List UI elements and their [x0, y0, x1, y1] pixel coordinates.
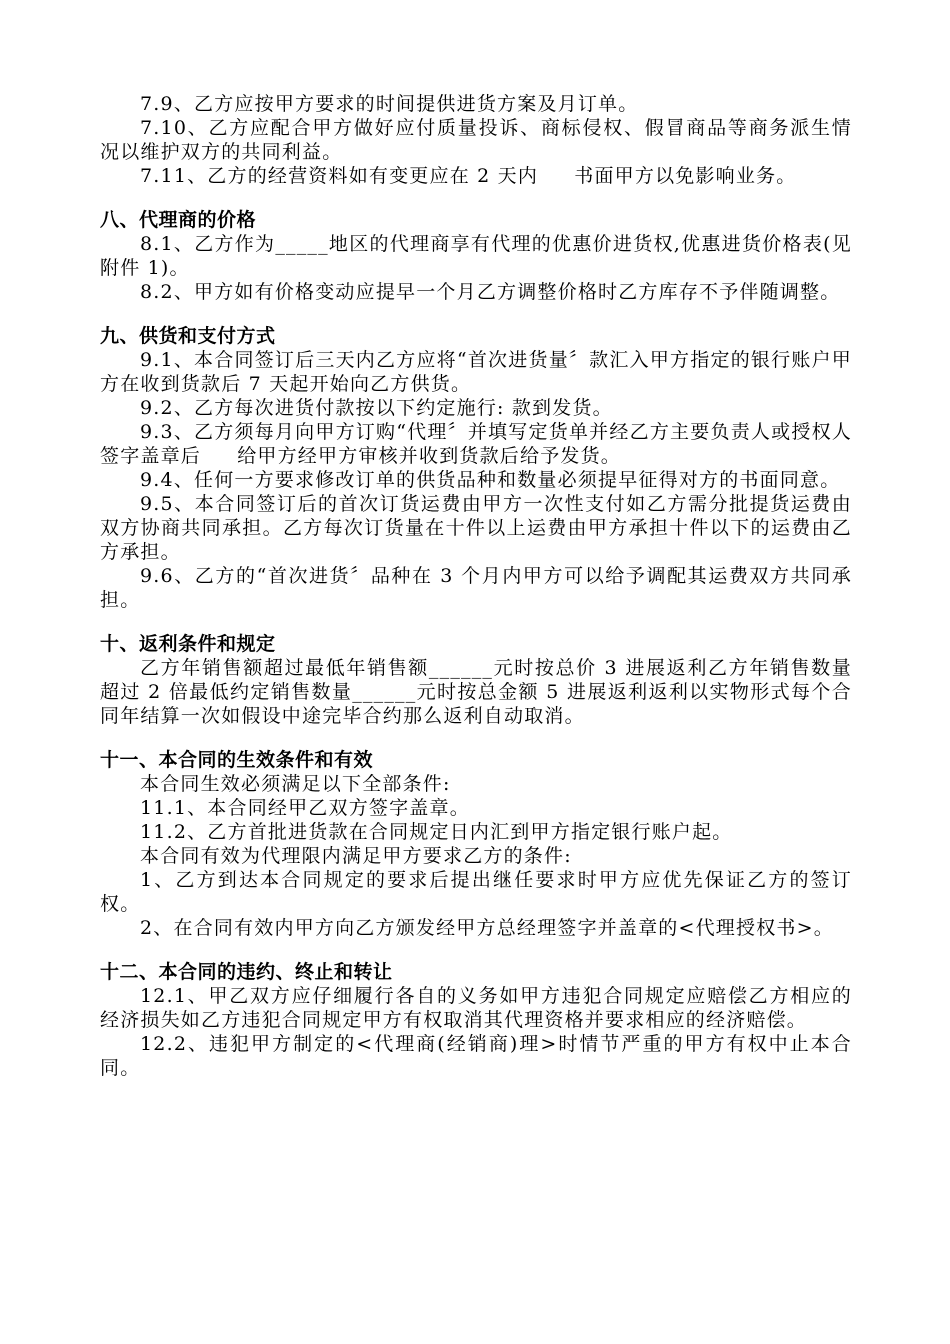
clause-11-cond-2: 2、在合同有效内甲方向乙方颁发经甲方总经理签字并盖章的<代理授权书>。	[140, 917, 834, 939]
section-10-heading: 十、返利条件和规定	[100, 633, 276, 655]
clause-9-6: 9.6、乙方的“首次进货〞品种在 3 个月内甲方可以给予调配其运费双方共同承担。	[100, 565, 852, 611]
section-9	[100, 324, 852, 612]
section-11-heading: 十一、本合同的生效条件和有效	[100, 749, 374, 771]
clause-7-11: 7.11、乙方的经营资料如有变更应在 2 天内 书面甲方以免影响业务。	[140, 165, 797, 187]
section-10	[100, 632, 852, 728]
clause-7-9: 7.9、乙方应按甲方要求的时间提供进货方案及月订单。	[140, 93, 639, 115]
section-9-heading: 九、供货和支付方式	[100, 325, 276, 347]
section-8	[100, 208, 852, 304]
clause-9-4: 9.4、任何一方要求修改订单的供货品种和数量必须提早征得对方的书面同意。	[140, 469, 841, 491]
section-11	[100, 748, 852, 940]
clause-9-5: 9.5、本合同签订后的首次订货运费由甲方一次性支付如乙方需分批提货运费由双方协商共同承担。乙方每次订货量在十件以上运费由甲方承担十件以下的运费由乙方承担。	[100, 493, 852, 563]
rebate-paragraph: 乙方年销售额超过最低年销售额______元时按总价 3 进展返利乙方年销售数量超过 2 倍最低约定销售数量______元时按总金额 5 进展返利返利以实物形式每个合同年结算一次如假设中途完毕合约那么返利自动取消。	[100, 657, 852, 727]
clause-9-1: 9.1、本合同签订后三天内乙方应将“首次进货量〞款汇入甲方指定的银行账户甲方在收到货款后 7 天起开始向乙方供货。	[100, 349, 852, 395]
section-8-heading: 八、代理商的价格	[100, 209, 257, 231]
section-12	[100, 960, 852, 1080]
clause-8-2: 8.2、甲方如有价格变动应提早一个月乙方调整价格时乙方库存不予伴随调整。	[140, 281, 841, 303]
clause-12-2: 12.2、违犯甲方制定的<代理商(经销商)理>时情节严重的甲方有权中止本合同。	[100, 1033, 852, 1079]
clause-11-validity: 本合同有效为代理限内满足甲方要求乙方的条件:	[140, 845, 572, 867]
clause-11-cond-1: 1、乙方到达本合同规定的要求后提出继任要求时甲方应优先保证乙方的签订权。	[100, 869, 852, 915]
clause-9-2: 9.2、乙方每次进货付款按以下约定施行: 款到发货。	[140, 397, 613, 419]
clause-11-1: 11.1、本合同经甲乙双方签字盖章。	[140, 797, 470, 819]
clause-11-2: 11.2、乙方首批进货款在合同规定日内汇到甲方指定银行账户起。	[140, 821, 733, 843]
clause-11-intro: 本合同生效必须满足以下全部条件:	[140, 773, 451, 795]
document-page	[100, 92, 852, 1080]
clause-8-1: 8.1、乙方作为_____地区的代理商享有代理的优惠价进货权,优惠进货价格表(见附件 1)。	[100, 233, 852, 279]
section-7-tail	[100, 92, 852, 188]
clause-12-1: 12.1、甲乙双方应仔细履行各自的义务如甲方违犯合同规定应赔偿乙方相应的经济损失如乙方违犯合同规定甲方有权取消其代理资格并要求相应的经济赔偿。	[100, 985, 852, 1031]
section-12-heading: 十二、本合同的违约、终止和转让	[100, 961, 393, 983]
clause-7-10: 7.10、乙方应配合甲方做好应付质量投诉、商标侵权、假冒商品等商务派生情况以维护双方的共同利益。	[100, 117, 852, 163]
clause-9-3: 9.3、乙方须每月向甲方订购“代理〞并填写定货单并经乙方主要负责人或授权人签字盖章后 给甲方经甲方审核并收到货款后给予发货。	[100, 421, 852, 467]
